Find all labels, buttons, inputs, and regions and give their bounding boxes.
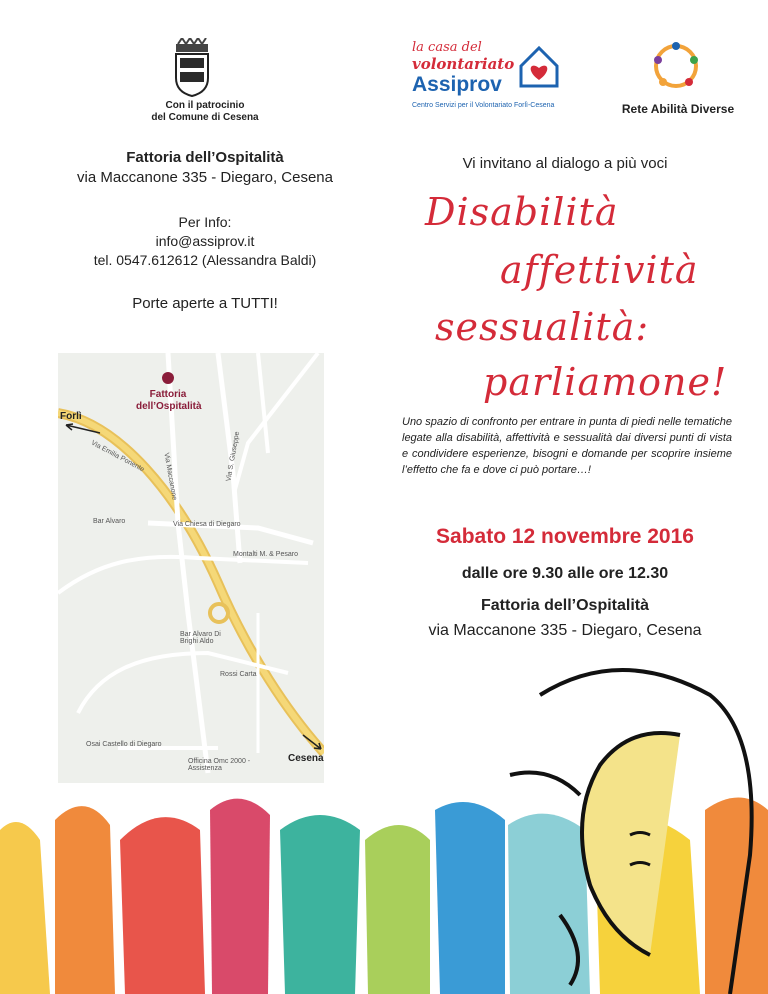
event-hours: dalle ore 9.30 alle ore 12.30	[461, 565, 669, 582]
info-email[interactable]: info@assiprov.it	[155, 233, 255, 249]
figure-illustration	[480, 655, 768, 994]
map-street-label: Via Chiesa di Diegaro	[173, 521, 241, 528]
event-address: via Maccanone 335 - Diegaro, Cesena	[428, 622, 702, 639]
title-line-1: Disabilità	[425, 190, 619, 234]
event-description: Uno spazio di confronto per entrare in punta di piedi nelle tematiche legate alla disabilità, affettività e sessualità dai diversi punti di vista e condividere esperienze, bisogni e domande per scoprire insieme l’effetto che fa e dove ci può portare…!	[402, 416, 732, 476]
arrow-down-right-icon	[301, 733, 324, 753]
map-street-label: Via Maccanone	[162, 452, 178, 501]
map-forli-label: Forlì	[60, 411, 82, 422]
map-street-label: Via Emilia Ponente	[89, 439, 146, 474]
map-street-label: Via S. Giuseppe	[225, 431, 242, 482]
location-pin-icon	[161, 371, 175, 385]
map-place-label: Rossi Carta	[220, 671, 257, 678]
map-place-label: Officina Omc 2000 - Assistenza	[188, 758, 251, 772]
patronage-line-2: del Comune di Cesena	[151, 112, 259, 123]
map-place-label: Bar Alvaro	[93, 518, 126, 525]
info-block	[60, 213, 350, 270]
open-to-all-text: Porte aperte a TUTTI!	[132, 295, 278, 312]
map-pin-label-2: dell’Ospitalità	[136, 401, 202, 412]
title-line-4: parliamone!	[483, 360, 728, 404]
venue-block	[60, 148, 350, 188]
venue-name: Fattoria dell’Ospitalità	[126, 149, 284, 166]
comune-coat-of-arms-icon	[172, 38, 212, 98]
invite-text: Vi invitano al dialogo a più voci	[462, 155, 668, 172]
assiprov-logo	[408, 40, 608, 120]
patronage-line-1: Con il patrocinio	[165, 100, 245, 111]
house-heart-icon	[518, 44, 560, 90]
title-line-3: sessualità:	[435, 305, 650, 349]
casa-line-2: volontariato	[412, 55, 515, 73]
venue-address: via Maccanone 335 - Diegaro, Cesena	[77, 169, 333, 186]
rete-abilita-diverse-logo	[613, 40, 743, 125]
info-phone[interactable]: tel. 0547.612612 (Alessandra Baldi)	[93, 252, 317, 268]
map-place-label: Montalti M. & Pesaro	[233, 551, 298, 558]
people-circle-icon	[651, 40, 701, 92]
location-map[interactable]	[58, 353, 324, 783]
casa-subtitle: Centro Servizi per il Volontariato Forlì-Cesena	[412, 102, 555, 109]
event-date: Sabato 12 novembre 2016	[436, 525, 694, 548]
map-pin-label-1: Fattoria	[149, 389, 187, 400]
arrow-left-icon	[62, 421, 102, 437]
info-label: Per Info:	[178, 214, 232, 230]
map-place-label: Osai Castello di Diegaro	[86, 741, 162, 748]
rad-name: Rete Abilità Diverse	[621, 102, 735, 116]
event-venue: Fattoria dell’Ospitalità	[480, 597, 650, 614]
map-place-label: Bar Alvaro Di Brighi Aldo	[180, 631, 221, 645]
casa-name: Assiprov	[412, 73, 502, 96]
map-cesena-label: Cesena	[288, 753, 324, 764]
casa-line-1: la casa del	[412, 40, 482, 55]
patronage-text	[150, 100, 260, 124]
title-line-2: affettività	[500, 248, 699, 292]
map-roads	[58, 353, 324, 783]
map-pin-label	[136, 389, 200, 413]
